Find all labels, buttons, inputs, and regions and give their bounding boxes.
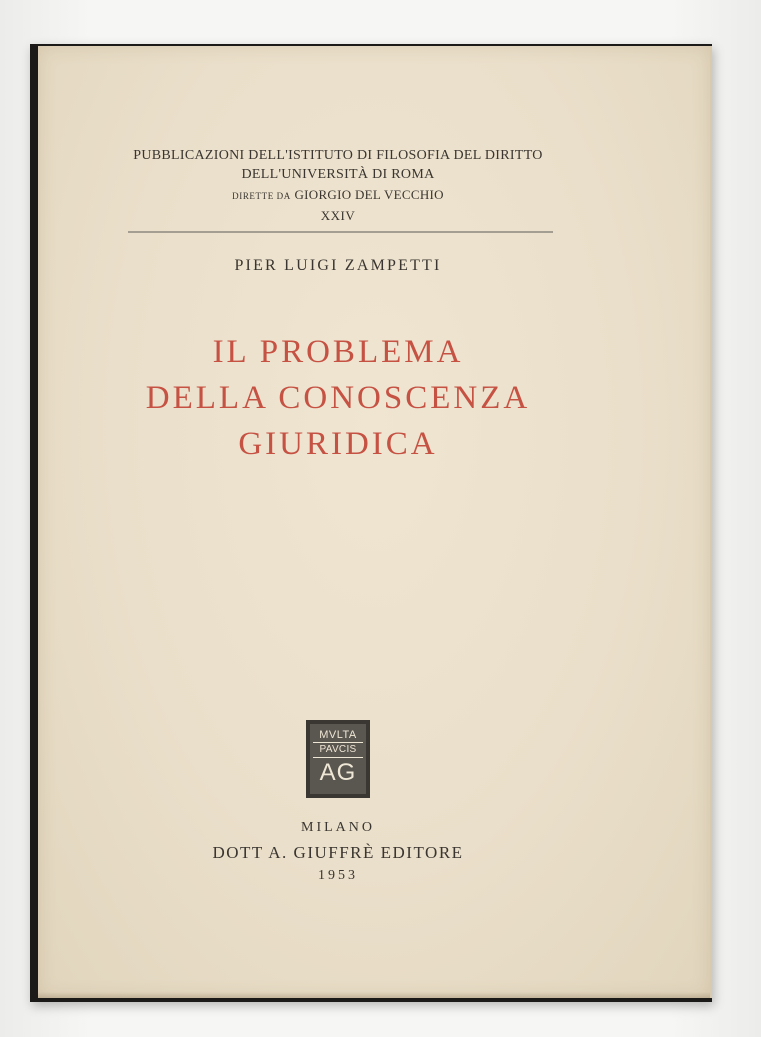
author-name: PIER LUIGI ZAMPETTI xyxy=(234,257,442,274)
book-cover xyxy=(38,46,712,998)
editor-prefix: DIRETTE DA xyxy=(232,191,291,201)
publisher-mark-inner xyxy=(310,724,366,794)
publisher-city: MILANO xyxy=(301,820,375,835)
volume-number: XXIV xyxy=(320,208,356,223)
publisher-mark-divider xyxy=(313,757,363,758)
series-editor-line xyxy=(38,187,638,203)
publication-year: 1953 xyxy=(318,868,358,883)
series-title-line-2: DELL'UNIVERSITÀ DI ROMA xyxy=(241,167,435,182)
editor-name: GIORGIO DEL VECCHIO xyxy=(294,187,444,202)
publisher-mark-line-2: PAVCIS xyxy=(319,744,357,755)
worn-edge xyxy=(38,992,710,998)
book-title-line-1: IL PROBLEMA xyxy=(212,334,464,370)
publisher-mark-line-1: MVLTA xyxy=(319,729,357,741)
series-title-line-1: PUBBLICAZIONI DELL'ISTITUTO DI FILOSOFIA DEL DIRITTO xyxy=(133,148,543,163)
cover-content xyxy=(38,46,710,998)
publisher-mark-icon xyxy=(306,720,370,798)
publisher-mark-line-3: AG xyxy=(319,759,357,786)
publisher-name: DOTT A. GIUFFRÈ EDITORE xyxy=(212,843,464,862)
divider-rule xyxy=(128,231,553,233)
book-title-line-2: DELLA CONOSCENZA xyxy=(145,380,531,416)
book-title-line-3: GIURIDICA xyxy=(238,426,438,462)
publisher-mark-divider xyxy=(313,742,363,743)
